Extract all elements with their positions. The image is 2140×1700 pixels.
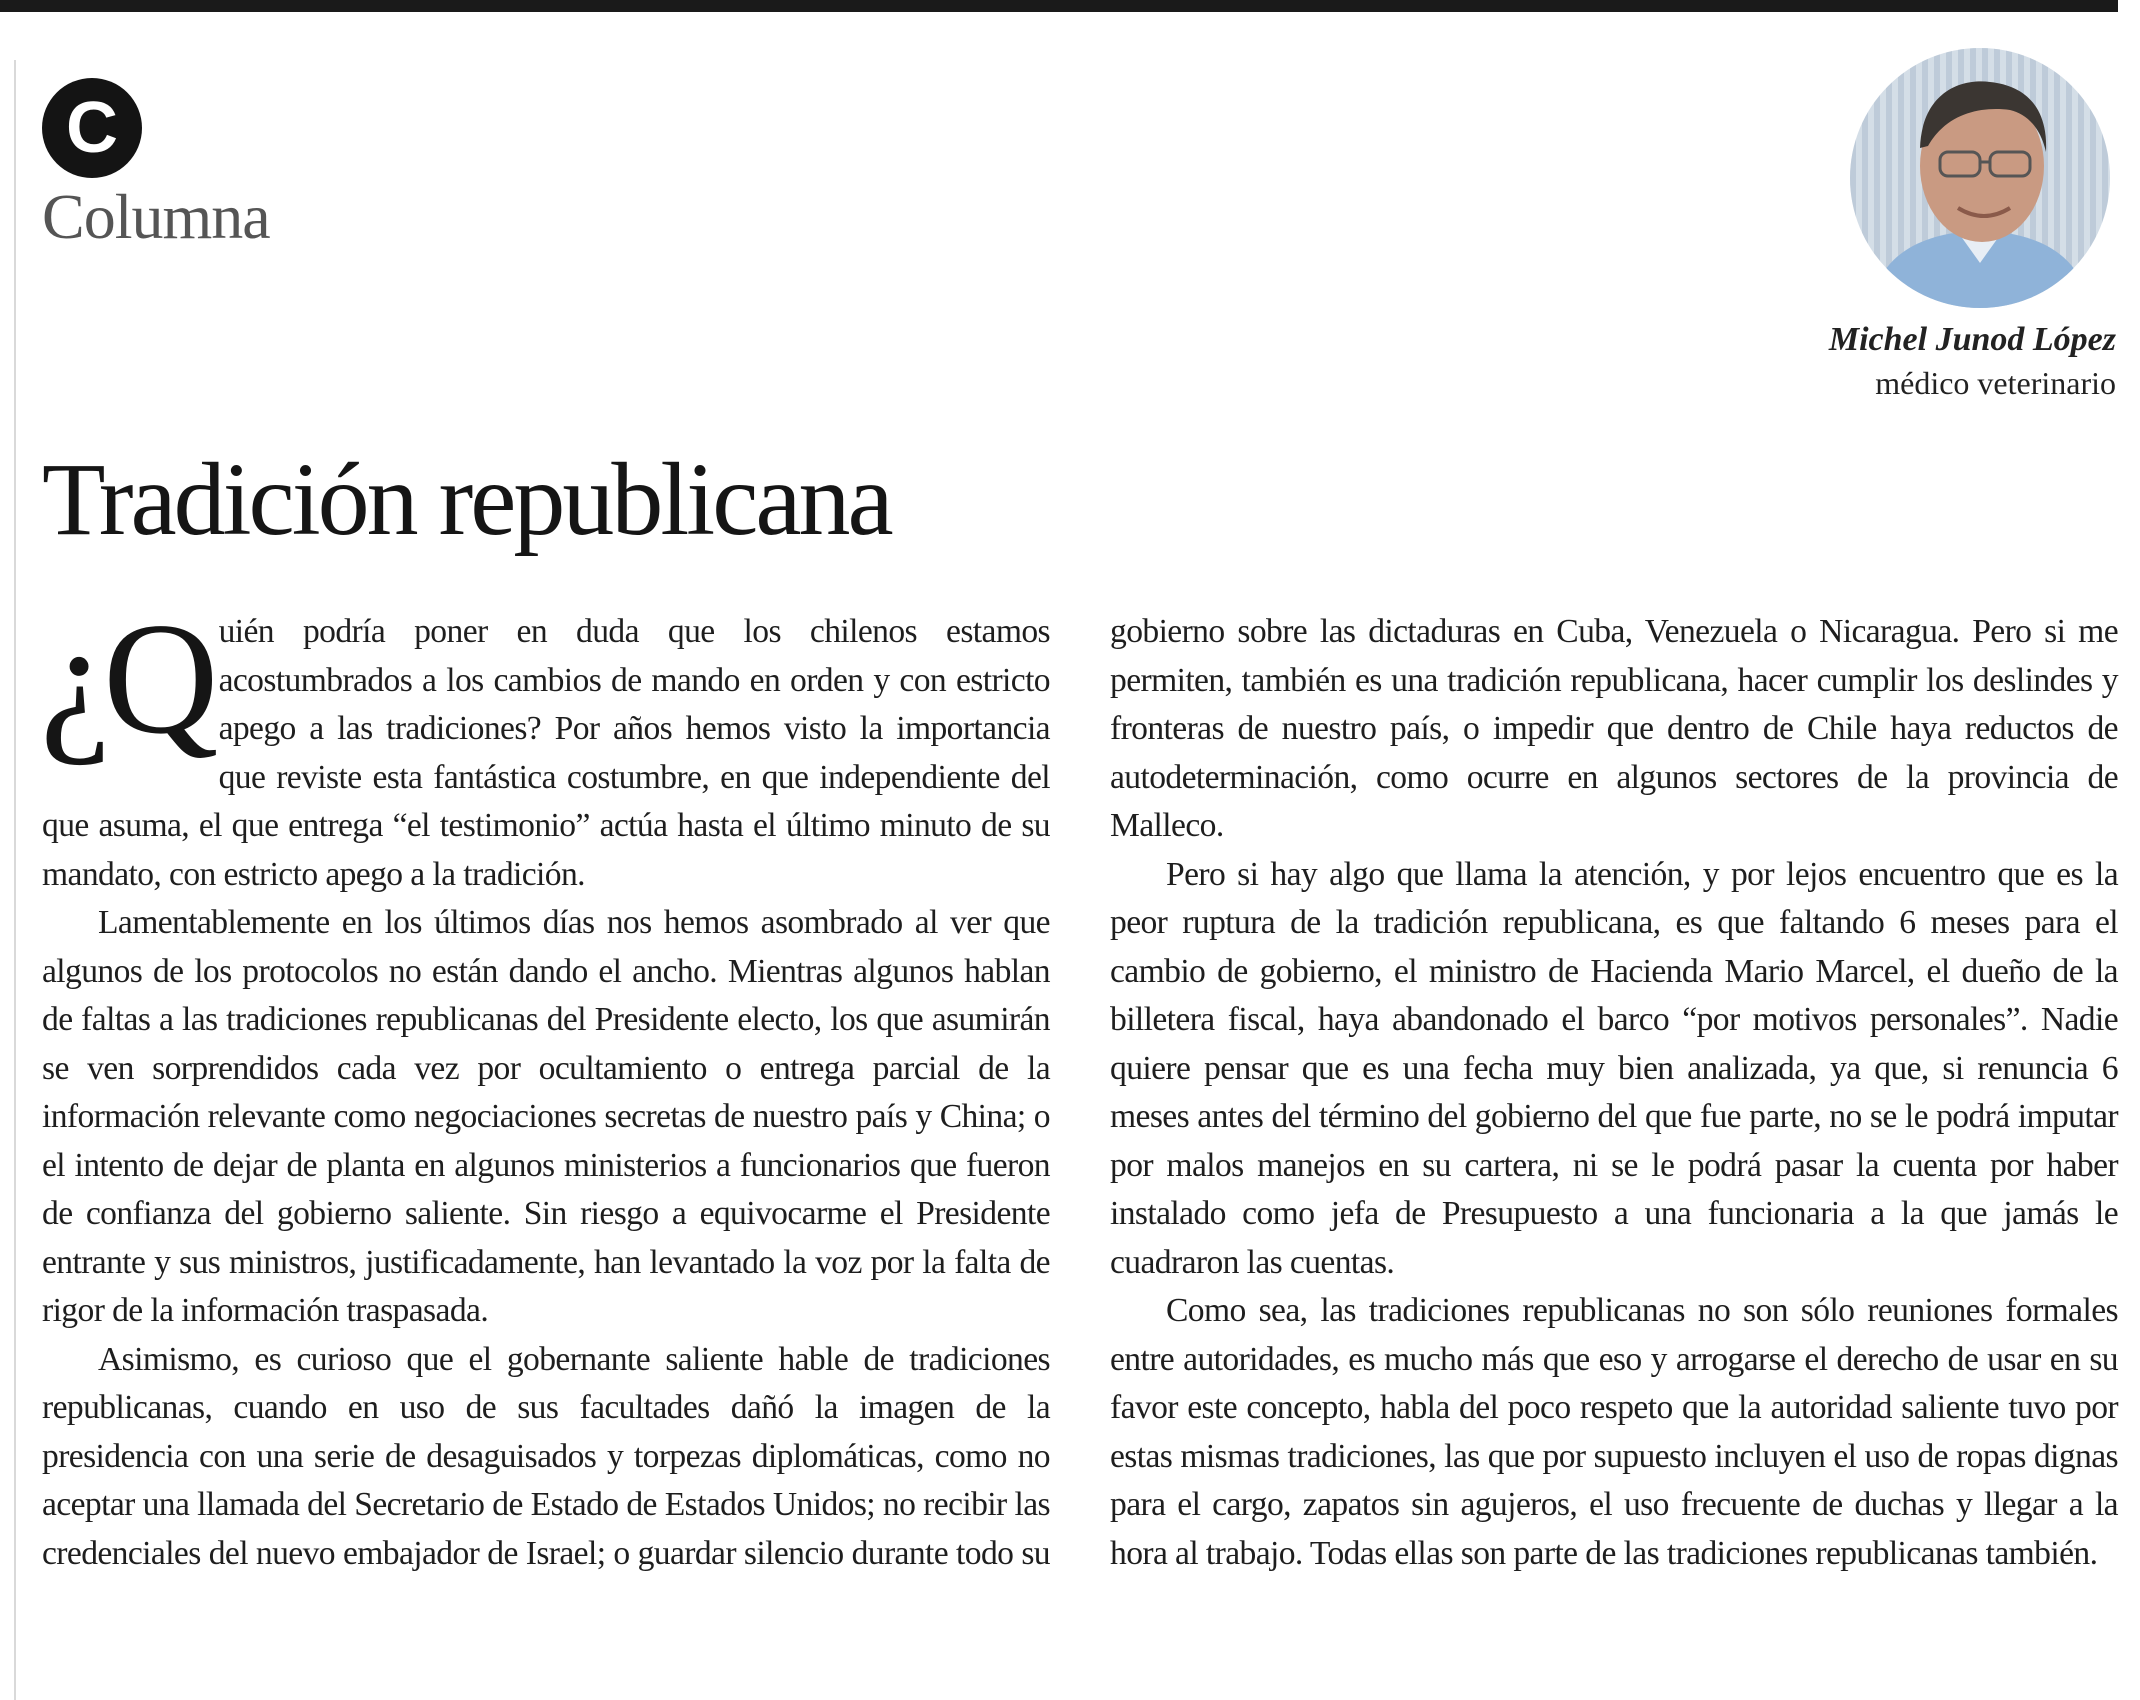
body-paragraph: Como sea, las tradiciones republicanas no son sólo reuniones formales entre autoridades, es mucho más que eso y arrogarse el derecho de usar en su favor este concepto, habla del poco respeto que la autoridad saliente tuvo por estas mismas tradiciones, las que por supuesto incluyen el uso de ropas dignas para el cargo, zapatos sin agujeros, el uso frecuente de duchas y llegar a la hora al trabajo. Todas ellas son parte de las tradiciones republicanas también. [1110, 1292, 2118, 1572]
body-paragraph: Pero si hay algo que llama la atención, y por lejos encuentro que es la peor ruptura de la tradición republicana, es que faltando 6 meses para el cambio de gobierno, el ministro de Hacienda Mario Marcel, el dueño de la billetera fiscal, haya abandonado el barco “por motivos personales”. Nadie quiere pensar que es una fecha muy bien analizada, ya que, si renuncia 6 meses antes del término del gobierno del que fue parte, no se le podrá imputar por malos manejos en su cartera, ni se le podrá pasar la cuenta por haber instalado como jefa de Presupuesto a una funcionaria a la que jamás le cuadraron las cuentas. [1110, 855, 2118, 1281]
author-role: médico veterinario [1875, 365, 2116, 401]
article-title: Tradición republicana [42, 442, 891, 557]
body-paragraph: Asimismo, es curioso que el gobernante saliente hable de tradiciones republicanas, cuando en uso de sus facultades dañó la imagen de la presidencia con una serie de desaguisados y torpezas diplomáticas, como no aceptar una llamada del Secretario de Estado de Estados Unidos; no recibir las credenciales del nuevo embajador de Israel; o guardar silencio durante todo su gobierno sobre las dictaduras en Cuba, Venezuela o Nicaragua. Pero si me permiten, también es una tradición republicana, hacer cumplir los deslindes y fronteras de nuestro país, o impedir que dentro de Chile haya reductos de autodeterminación, como ocurre en algunos sectores de la provincia de Malleco. [42, 613, 2118, 1572]
dropcap: ¿Q [40, 589, 211, 767]
article-body [40, 589, 2118, 1688]
section-label: Columna [42, 181, 270, 252]
author-name: Michel Junod López [1828, 321, 2116, 358]
section-badge: C [42, 78, 142, 178]
author-byline [1829, 318, 2116, 404]
left-rule [14, 60, 16, 1700]
body-paragraph: ¿Q uién podría poner en duda que los chilenos estamos acostumbrados a los cambios de mando en orden y con estricto apego a las tradiciones? Por años hemos visto la importancia que reviste esta fantástica costumbre, en que independiente del que asuma, el que entrega “el testimonio” actúa hasta el último minuto de su mandato, con estricto apego a la tradición. [40, 589, 1050, 893]
author-photo [1850, 48, 2110, 308]
body-paragraph: Lamentablemente en los últimos días nos hemos asombrado al ver que algunos de los protocolos no están dando el ancho. Mientras algunos hablan de faltas a las tradiciones republicanas del Presidente electo, los que asumirán se ven sorprendidos cada vez por ocultamiento o entrega parcial de la información relevante como negociaciones secretas de nuestro país y China; o el intento de dejar de planta en algunos ministerios a funcionarios que fueron de confianza del gobierno saliente. Sin riesgo a equivocarme el Presidente entrante y sus ministros, justificadamente, han levantado la voz por la falta de rigor de la información traspasada. [42, 904, 1050, 1329]
top-rule [0, 0, 2118, 12]
